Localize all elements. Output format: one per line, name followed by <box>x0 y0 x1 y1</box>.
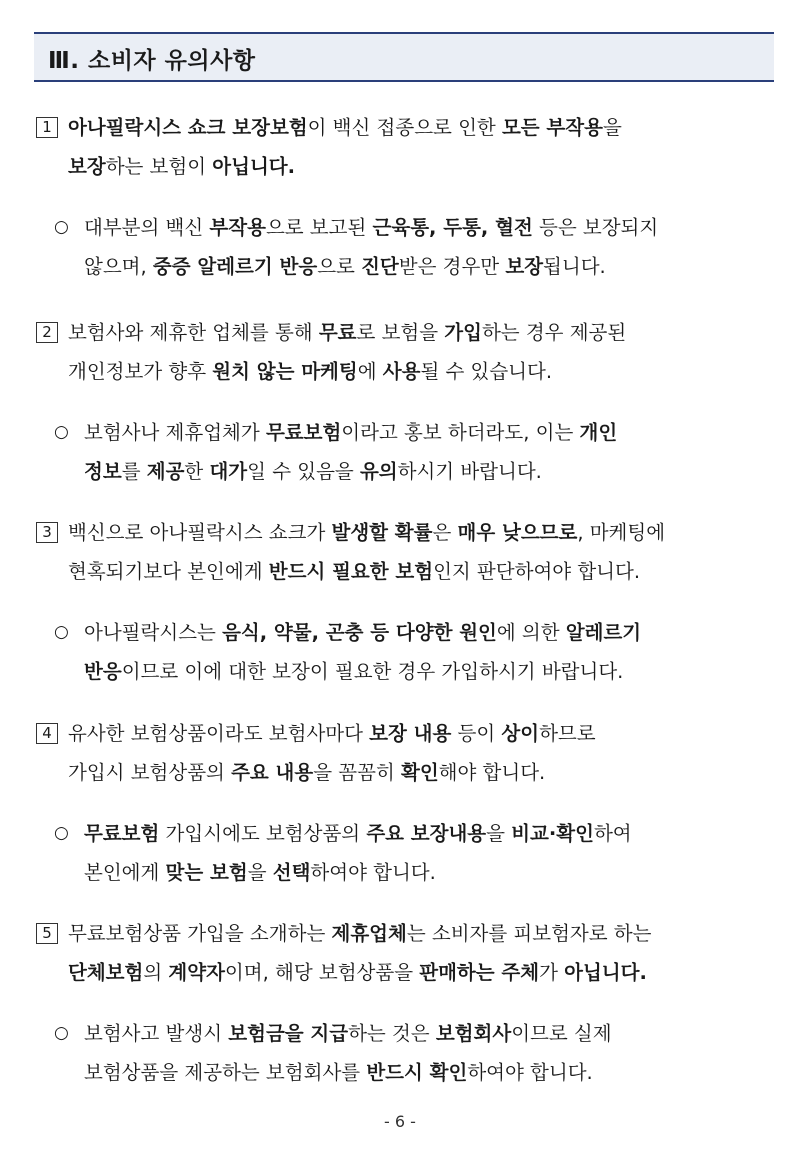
text-run: 하여 <box>593 822 632 845</box>
text-line <box>68 147 295 186</box>
text-run: 될 수 있습니다. <box>420 360 553 383</box>
notice-subitem-1 <box>54 208 778 288</box>
text-line <box>68 753 545 792</box>
emphasis-text: 보장 <box>68 155 106 178</box>
text-run: 않으며, <box>84 255 153 278</box>
notice-item-3 <box>36 513 778 593</box>
text-run: 의 <box>143 961 169 984</box>
text-line <box>84 613 641 652</box>
emphasis-text: 정보 <box>84 460 122 483</box>
emphasis-text: 매우 낮으므로 <box>457 521 578 544</box>
emphasis-text: 맞는 보험 <box>165 861 248 884</box>
text-run: 은 <box>432 521 458 544</box>
text-line <box>84 814 632 853</box>
text-run: 일 수 있음을 <box>247 460 360 483</box>
emphasis-text: 모든 부작용 <box>501 116 603 139</box>
emphasis-text: 반드시 필요한 보험 <box>268 560 434 583</box>
emphasis-text: 단체보험 <box>68 961 144 984</box>
circle-bullet-icon: ○ <box>54 422 69 442</box>
emphasis-text: 계약자 <box>168 961 225 984</box>
emphasis-text: 대가 <box>209 460 248 483</box>
emphasis-text: 비교·확인 <box>511 822 594 845</box>
emphasis-text: 무료 <box>318 321 357 344</box>
text-line <box>68 953 647 992</box>
section-header <box>34 32 774 82</box>
emphasis-text: 반응 <box>84 660 122 683</box>
emphasis-text: 보장 <box>505 255 544 278</box>
circle-bullet-icon: ○ <box>54 823 69 843</box>
emphasis-text: 보험금을 지급 <box>228 1022 349 1045</box>
emphasis-text: 주요 내용 <box>231 761 314 784</box>
text-run: 으로 <box>317 255 362 278</box>
text-run: 는 소비자를 피보험자로 하는 <box>406 922 652 945</box>
notice-item-2 <box>36 313 778 393</box>
emphasis-text: 보험회사 <box>435 1022 512 1045</box>
notice-subitem-3 <box>54 613 778 693</box>
text-run: 개인정보가 향후 <box>68 360 213 383</box>
text-run: 이므로 이에 대한 보장이 필요한 경우 가입하시기 바랍니다. <box>121 660 624 683</box>
text-line <box>68 313 626 352</box>
text-line <box>84 652 623 691</box>
notice-item-1 <box>36 108 778 188</box>
emphasis-text: 제공 <box>146 460 185 483</box>
emphasis-text: 원치 않는 마케팅 <box>212 360 358 383</box>
item-number-box: 4 <box>36 723 58 744</box>
emphasis-text: 주요 보장내용 <box>366 822 487 845</box>
circle-bullet-icon: ○ <box>54 217 69 237</box>
text-run: 을 <box>247 861 273 884</box>
text-run: 을 꼼꼼히 <box>313 761 401 784</box>
text-run: 이 백신 접종으로 인한 <box>307 116 502 139</box>
text-run: 백신으로 아나필락시스 쇼크가 <box>68 521 332 544</box>
text-run: 등이 <box>451 722 502 745</box>
circle-bullet-icon: ○ <box>54 1023 69 1043</box>
text-run: 본인에게 <box>84 861 166 884</box>
text-run: 하는 경우 제공된 <box>481 321 627 344</box>
emphasis-text: 무료보험 <box>265 421 342 444</box>
text-line <box>68 352 552 391</box>
emphasis-text: 발생할 확률 <box>331 521 433 544</box>
text-run: 가 <box>539 961 565 984</box>
text-run: 이므로 실제 <box>511 1022 612 1045</box>
emphasis-text: 중증 알레르기 반응 <box>152 255 318 278</box>
text-run: 보험사고 발생시 <box>84 1022 229 1045</box>
text-line <box>68 914 651 953</box>
text-line <box>84 1053 593 1092</box>
emphasis-text: 제휴업체 <box>331 922 407 945</box>
text-run: 에 <box>357 360 383 383</box>
notice-subitem-4 <box>54 814 778 894</box>
text-run: 하여야 합니다. <box>310 861 436 884</box>
emphasis-text: 선택 <box>272 861 311 884</box>
text-run: 하는 보험이 <box>105 155 213 178</box>
emphasis-text: 판매하는 주체 <box>419 961 540 984</box>
text-run: 하므로 <box>539 722 596 745</box>
emphasis-text: 개인 <box>579 421 618 444</box>
emphasis-text: 사용 <box>382 360 421 383</box>
item-number-box: 2 <box>36 322 58 343</box>
text-run: 을 <box>602 116 622 139</box>
text-run: 에 의한 <box>496 621 566 644</box>
text-line <box>68 552 640 591</box>
text-run: 을 <box>486 822 512 845</box>
text-run: 하는 것은 <box>348 1022 436 1045</box>
section-title: Ⅲ. 소비자 유의사항 <box>48 48 256 74</box>
emphasis-text: 부작용 <box>209 216 266 239</box>
emphasis-text: 아닙니다. <box>564 961 647 984</box>
text-run: 해야 합니다. <box>438 761 546 784</box>
text-line <box>84 208 658 247</box>
text-run: 현혹되기보다 본인에게 <box>68 560 269 583</box>
emphasis-text: 진단 <box>361 255 399 278</box>
text-run: 으로 보고된 <box>265 216 373 239</box>
notice-item-5 <box>36 914 778 994</box>
item-number-box: 5 <box>36 923 58 944</box>
emphasis-text: 알레르기 <box>565 621 642 644</box>
text-run: 보험사나 제휴업체가 <box>84 421 266 444</box>
notice-item-4 <box>36 714 778 794</box>
text-line <box>68 714 596 753</box>
text-run: 인지 판단하여야 합니다. <box>433 560 641 583</box>
emphasis-text: 음식, 약물, 곤충 등 다양한 원인 <box>222 621 497 644</box>
text-run: 대부분의 백신 <box>84 216 210 239</box>
text-run: 아나필락시스는 <box>84 621 223 644</box>
emphasis-text: 보장 내용 <box>369 722 452 745</box>
notice-subitem-2 <box>54 413 778 493</box>
text-run: 유사한 보험상품이라도 보험사마다 <box>68 722 370 745</box>
text-run: 됩니다. <box>543 255 606 278</box>
text-line <box>84 247 606 286</box>
text-run: 이라고 홍보 하더라도, 이는 <box>341 421 580 444</box>
circle-bullet-icon: ○ <box>54 622 69 642</box>
page-number: - 6 - <box>384 1112 416 1131</box>
text-run: 이며, 해당 보험상품을 <box>224 961 420 984</box>
text-line <box>84 853 436 892</box>
item-number-box: 3 <box>36 522 58 543</box>
text-run: 하여야 합니다. <box>467 1061 593 1084</box>
text-run: 하시기 바랍니다. <box>397 460 542 483</box>
text-line <box>84 1014 612 1053</box>
text-run: 가입시에도 보험상품의 <box>159 822 367 845</box>
text-line <box>68 108 622 147</box>
text-run: 를 <box>121 460 147 483</box>
text-line <box>84 452 542 491</box>
emphasis-text: 근육통, 두통, 혈전 <box>372 216 533 239</box>
emphasis-text: 가입 <box>444 321 482 344</box>
text-run: , 마케팅에 <box>577 521 666 544</box>
emphasis-text: 확인 <box>400 761 439 784</box>
item-number-box: 1 <box>36 117 58 138</box>
text-run: 등은 보장되지 <box>532 216 659 239</box>
text-run: 보험상품을 제공하는 보험회사를 <box>84 1061 367 1084</box>
text-run: 무료보험상품 가입을 소개하는 <box>68 922 332 945</box>
emphasis-text: 아나필락시스 쇼크 보장보험 <box>68 116 308 139</box>
text-line <box>84 413 617 452</box>
emphasis-text: 무료보험 <box>84 822 160 845</box>
text-run: 받은 경우만 <box>398 255 506 278</box>
text-run: 한 <box>184 460 210 483</box>
notice-subitem-5 <box>54 1014 778 1094</box>
text-run: 보험사와 제휴한 업체를 통해 <box>68 321 319 344</box>
emphasis-text: 유의 <box>359 460 398 483</box>
emphasis-text: 상이 <box>501 722 540 745</box>
emphasis-text: 반드시 확인 <box>366 1061 468 1084</box>
text-run: 가입시 보험상품의 <box>68 761 232 784</box>
text-line <box>68 513 665 552</box>
text-run: 로 보험을 <box>356 321 445 344</box>
emphasis-text: 아닙니다. <box>212 155 296 178</box>
